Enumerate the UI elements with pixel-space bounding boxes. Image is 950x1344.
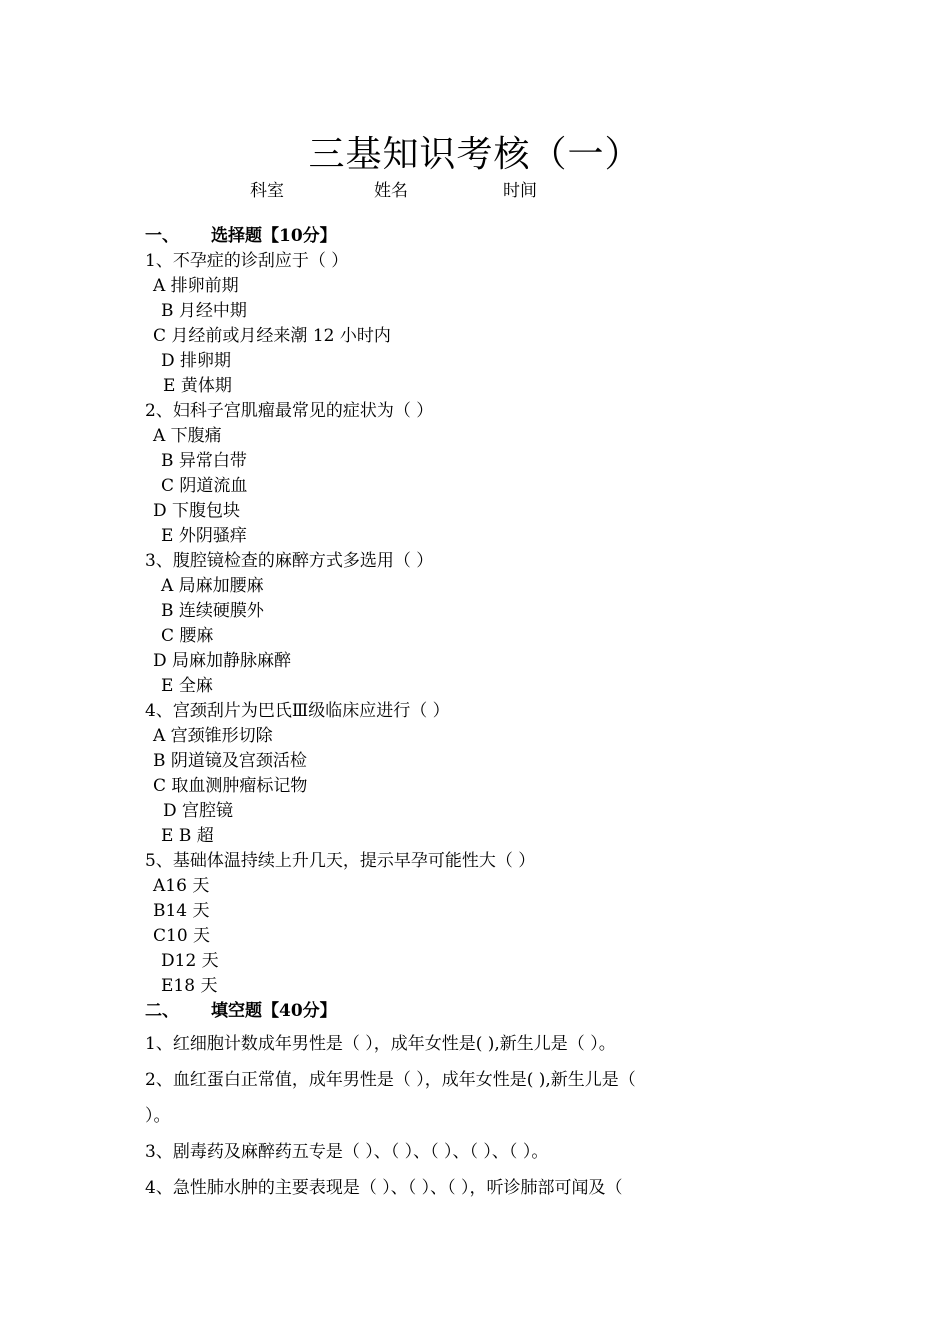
option: A 局麻加腰麻 <box>161 576 264 596</box>
question-block <box>145 249 815 399</box>
page-title: 三基知识考核（一） <box>308 134 642 175</box>
option: C 取血测肿瘤标记物 <box>153 776 308 796</box>
section-heading-fill <box>145 999 815 1024</box>
option: B14 天 <box>153 901 210 921</box>
option: D12 天 <box>161 951 219 971</box>
option: D 下腹包块 <box>153 501 241 521</box>
question-block <box>145 849 815 999</box>
question-block <box>145 549 815 699</box>
question-text: 5、基础体温持续上升几天，提示早孕可能性大（ ） <box>145 851 536 871</box>
option: E 全麻 <box>161 676 213 696</box>
option: C 腰麻 <box>161 626 214 646</box>
fill-item: 2、血红蛋白正常值，成年男性是（ ），成年女性是( ),新生儿是（ <box>145 1070 636 1090</box>
section-title: 填空题【40分】 <box>211 1001 337 1021</box>
fill-item-continuation: ）。 <box>145 1106 171 1126</box>
question-text: 3、腹腔镜检查的麻醉方式多选用（ ） <box>145 551 434 571</box>
option: B 异常白带 <box>161 451 247 471</box>
fill-item: 3、剧毒药及麻醉药五专是（ ）、（ ）、（ ）、（ ）、（ ）。 <box>145 1142 549 1162</box>
name-label: 姓名 <box>374 181 408 201</box>
question-block <box>145 699 815 849</box>
exam-content <box>145 224 815 1206</box>
section-heading-choice <box>145 224 815 249</box>
question-text: 1、不孕症的诊刮应于（ ） <box>145 251 349 271</box>
option: E 黄体期 <box>163 376 232 396</box>
option: C 阴道流血 <box>161 476 248 496</box>
question-block <box>145 399 815 549</box>
section-number: 二、 <box>145 1001 179 1021</box>
option: B 月经中期 <box>161 301 247 321</box>
option: C 月经前或月经来潮 12 小时内 <box>153 326 391 346</box>
question-text: 4、宫颈刮片为巴氏Ⅲ级临床应进行（ ） <box>145 701 450 721</box>
option: A 宫颈锥形切除 <box>153 726 273 746</box>
fill-item: 1、红细胞计数成年男性是（ ），成年女性是( ),新生儿是（ ）。 <box>145 1034 616 1054</box>
option: A 下腹痛 <box>153 426 222 446</box>
option: E B 超 <box>161 826 214 846</box>
section-number: 一、 <box>145 226 179 246</box>
option: C10 天 <box>153 926 211 946</box>
option: D 局麻加静脉麻醉 <box>153 651 292 671</box>
option: B 阴道镜及宫颈活检 <box>153 751 307 771</box>
question-text: 2、妇科子宫肌瘤最常见的症状为（ ） <box>145 401 434 421</box>
option: D 排卵期 <box>161 351 232 371</box>
time-label: 时间 <box>503 181 537 201</box>
option: E 外阴骚痒 <box>161 526 247 546</box>
option: E18 天 <box>161 976 218 996</box>
section-title: 选择题【10分】 <box>211 226 337 246</box>
fill-item: 4、急性肺水肿的主要表现是（ ）、（ ）、（ ），听诊肺部可闻及（ <box>145 1178 623 1198</box>
option: A16 天 <box>153 876 210 896</box>
option: A 排卵前期 <box>153 276 239 296</box>
option: D 宫腔镜 <box>163 801 234 821</box>
option: B 连续硬膜外 <box>161 601 264 621</box>
dept-label: 科室 <box>250 181 284 201</box>
